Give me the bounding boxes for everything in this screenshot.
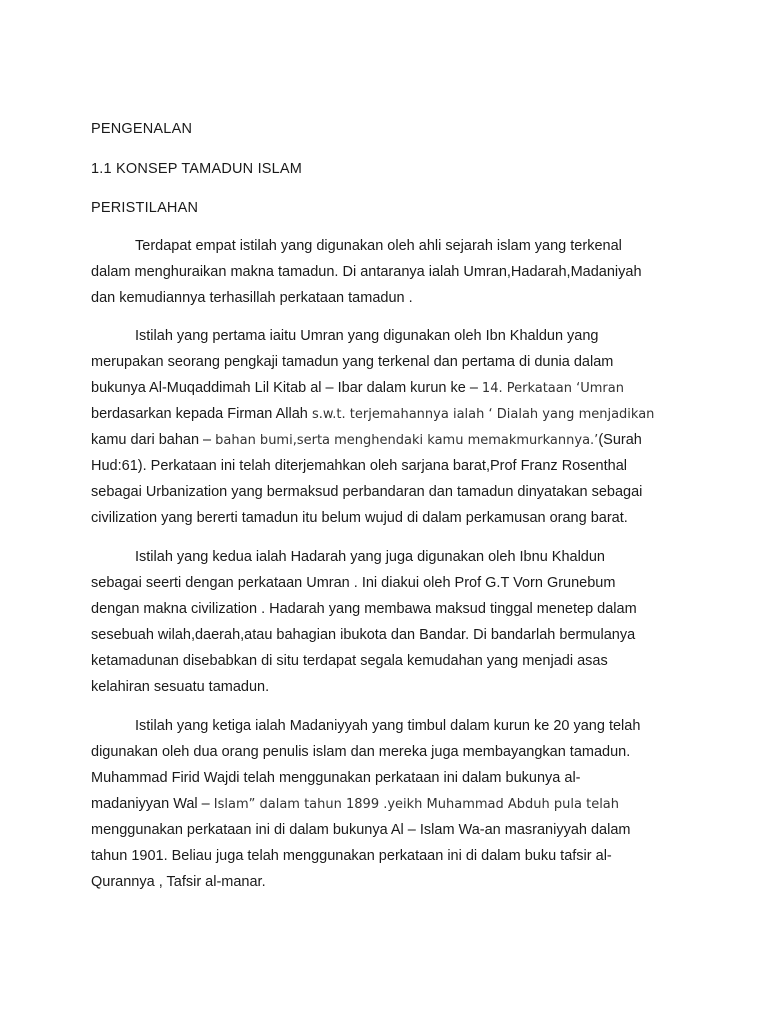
- paragraph-line: sebagai Urbanization yang bermaksud perbandaran dan tamadun dinyatakan sebagai: [91, 484, 643, 500]
- paragraph-line: [91, 375, 691, 401]
- paragraph-line: merupakan seorang pengkaji tamadun yang terkenal dan pertama di dunia dalam: [91, 354, 614, 370]
- paragraph-line: civilization yang bererti tamadun itu belum wujud di dalam perkamusan orang barat.: [91, 510, 628, 526]
- text-run: s.w.t. terjemahannya ialah ‘ Dialah yang menjadikan: [307, 407, 655, 422]
- paragraph-line: dengan makna civilization . Hadarah yang membawa maksud tinggal menetep dalam: [91, 601, 637, 617]
- paragraph-line: kelahiran sesuatu tamadun.: [91, 679, 270, 695]
- text-run: bukunya Al-Muqaddimah Lil Kitab al – Ibar dalam kurun ke –: [91, 380, 482, 396]
- paragraph-line: Istilah yang pertama iaitu Umran yang digunakan oleh Ibn Khaldun yang: [135, 328, 599, 344]
- paragraph-line: sesebuah wilah,daerah,atau bahagian ibukota dan Bandar. Di bandarlah bermulanya: [91, 627, 636, 643]
- paragraph-1: [91, 233, 691, 311]
- paragraph-line: ketamadunan disebabkan di situ terdapat segala kemudahan yang menjadi asas: [91, 653, 608, 669]
- text-run: 14. Perkataan ‘Umran: [481, 381, 624, 396]
- paragraph-2: [91, 323, 691, 531]
- text-run: Islam” dalam tahun 1899 .yeikh Muhammad Abduh pula telah: [213, 797, 620, 812]
- text-run: berdasarkan kepada Firman Allah: [91, 406, 308, 422]
- text-run: bahan bumi,serta menghendaki kamu memakmurkannya.’: [215, 433, 599, 448]
- text-run: kamu dari bahan –: [91, 432, 216, 448]
- paragraph-line: Hud:61). Perkataan ini telah diterjemahkan oleh sarjana barat,Prof Franz Rosenthal: [91, 458, 627, 474]
- heading-konsep-tamadun: 1.1 KONSEP TAMADUN ISLAM: [91, 161, 303, 177]
- paragraph-line: [91, 791, 691, 817]
- paragraph-line: sebagai seerti dengan perkataan Umran . Ini diakui oleh Prof G.T Vorn Grunebum: [91, 575, 616, 591]
- paragraph-line: Qurannya , Tafsir al-manar.: [91, 874, 266, 890]
- paragraph-line: dan kemudiannya terhasillah perkataan tamadun .: [91, 290, 413, 306]
- paragraph-line: dalam menghuraikan makna tamadun. Di antaranya ialah Umran,Hadarah,Madaniyah: [91, 264, 642, 280]
- text-run: madaniyyan Wal –: [91, 796, 214, 812]
- paragraph-line: [91, 401, 691, 427]
- paragraph-line: tahun 1901. Beliau juga telah menggunakan perkataan ini di dalam buku tafsir al-: [91, 848, 612, 864]
- heading-peristilahan: PERISTILAHAN: [91, 200, 199, 216]
- paragraph-4: [91, 713, 691, 895]
- heading-pengenalan: PENGENALAN: [91, 121, 193, 137]
- paragraph-line: Muhammad Firid Wajdi telah menggunakan perkataan ini dalam bukunya al-: [91, 770, 581, 786]
- text-run: (Surah: [598, 432, 642, 448]
- paragraph-line: [91, 427, 691, 453]
- paragraph-3: [91, 544, 691, 700]
- paragraph-line: digunakan oleh dua orang penulis islam dan mereka juga membayangkan tamadun.: [91, 744, 631, 760]
- paragraph-line: Istilah yang kedua ialah Hadarah yang juga digunakan oleh Ibnu Khaldun: [135, 549, 605, 565]
- paragraph-line: Istilah yang ketiga ialah Madaniyyah yang timbul dalam kurun ke 20 yang telah: [135, 718, 641, 734]
- paragraph-line: menggunakan perkataan ini di dalam bukunya Al – Islam Wa-an masraniyyah dalam: [91, 822, 631, 838]
- paragraph-line: Terdapat empat istilah yang digunakan oleh ahli sejarah islam yang terkenal: [135, 238, 622, 254]
